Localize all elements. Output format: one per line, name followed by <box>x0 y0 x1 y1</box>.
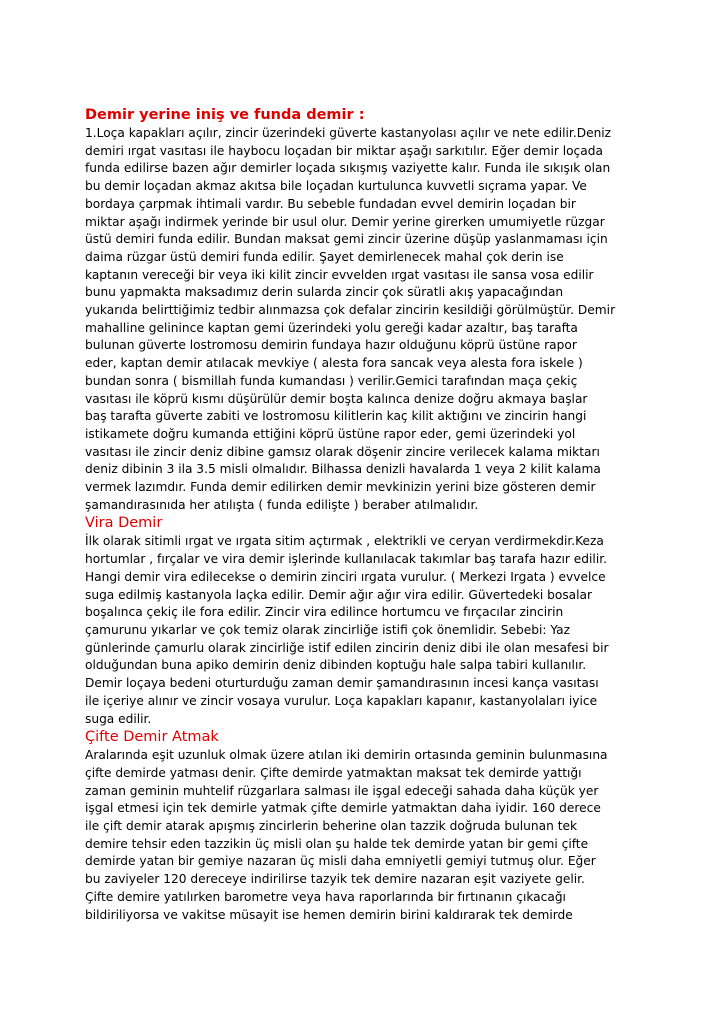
text-line: olduğundan buna apiko demirin deniz dibinden koptuğu hale salpa tabiri kullanılır. <box>85 658 587 673</box>
text-line: kaptanın vereceği bir veya iki kilit zincir evvelden ırgat vasıtası ile sansa vosa edilir <box>85 267 594 282</box>
text-line: Çifte demire yatılırken barometre veya hava raporlarında bir fırtınanın çıkacağı <box>85 889 566 904</box>
text-line: vasıtası ile zincir deniz dibine gamsız olarak döşenir zincire verilecek kalama miktarı <box>85 444 600 459</box>
text-line: bulunan güverte lostromosu demirin fundaya hazır olduğunu köprü üstüne rapor <box>85 338 577 353</box>
text-line: vasıtası ile köprü kısmı düşürülür demir boşta kalınca denize doğru akmaya başlar <box>85 391 588 406</box>
text-line: suga edilmiş kastanyola laçka edilir. Demir ağır ağır vira edilir. Güvertedeki bosalar <box>85 587 592 602</box>
section-heading: Demir yerine iniş ve funda demir : <box>85 107 365 123</box>
text-line: demirde yatan bir gemiye nazaran üç misli daha emniyetli gemiyi tutmuş olur. Eğer <box>85 854 596 869</box>
text-line: istikamete doğru kumanda ettiğini köprü üstüne rapor eder, gemi üzerindeki yol <box>85 426 576 441</box>
text-line: miktar aşağı indirmek yerinde bir usul olur. Demir yerine girerken umumiyetle rüzgar <box>85 214 605 229</box>
text-line: bildiriliyorsa ve vakitse müsayit ise hemen demirin birini kaldırarak tek demirde <box>85 907 573 922</box>
text-line: bordaya çarpmak ihtimali vardır. Bu sebeble fundadan evvel demirin loçadan bir <box>85 196 576 211</box>
text-line: deniz dibinin 3 ila 3.5 misli olmalıdır. Bilhassa denizli havalarda 1 veya 2 kilit kalama <box>85 462 601 477</box>
section-paragraph <box>85 125 631 514</box>
text-line: boşalınca çekiç ile fora edilir. Zincir vira edilince hortumcu ve fırçacılar zincirin <box>85 605 564 620</box>
text-line: işgal etmesi için tek demirle yatmak çifte demirle yatmaktan daha iyidir. 160 derece <box>85 801 601 816</box>
text-line: günlerinde çamurlu olarak zincirliğe istif edilen zincirin deniz dibi ile olan mesafesi bir <box>85 640 609 655</box>
text-line: Demir loçaya bedeni oturturduğu zaman demir şamandırasının incesi kança vasıtası <box>85 676 599 691</box>
section-paragraph <box>85 533 631 728</box>
section-cifte-demir <box>85 728 631 924</box>
text-line: mahalline gelinince kaptan gemi üzerindeki yolu gereği kadar azaltır, baş tarafta <box>85 320 578 335</box>
text-line: baş tarafta güverte zabiti ve lostromosu kilitlerin kaç kilit aktığını ve zincirin hangi <box>85 409 587 424</box>
text-line: Aralarında eşit uzunluk olmak üzere atılan iki demirin ortasında geminin bulunmasına <box>85 748 608 763</box>
text-line: suga edilir. <box>85 711 152 726</box>
text-line: eder, kaptan demir atılacak mevkiye ( alesta fora sancak veya alesta fora iskele ) <box>85 356 583 371</box>
text-line: yukarıda belirttiğimiz tedbir alınmazsa çok defalar zincirin kesildiği görülmüştür. Demir <box>85 303 616 318</box>
text-line: demiri ırgat vasıtası ile haybocu loçadan bir miktar aşağı sarkıtılır. Eğer demir loçada <box>85 143 603 158</box>
text-line: vermek lazımdır. Funda demir edilirken demir mevkinizin yerini bize gösteren demir <box>85 480 596 495</box>
document-page <box>85 106 631 924</box>
text-line: bunu yapmakta maksadımız derin sularda zincir çok süratli akış yapacağından <box>85 285 564 300</box>
text-line: İlk olarak sitimli ırgat ve ırgata sitim açtırmak , elektrikli ve ceryan verdirmekdir.Keza <box>85 534 604 549</box>
text-line: daima rüzgar üstü demiri funda edilir. Şayet demirlenecek mahal çok derin ise <box>85 249 564 264</box>
text-line: şamandırasınıda her atılışta ( funda edilişte ) beraber atılmalıdır. <box>85 497 479 512</box>
section-paragraph <box>85 747 631 924</box>
text-line: üstü demiri funda edilir. Bundan maksat gemi zincir üzerine düşüp yaslanmaması için <box>85 232 608 247</box>
text-line: bu zaviyeler 120 dereceye indirilirse tazyik tek demire nazaran eşit vaziyete gelir. <box>85 872 585 887</box>
text-line: çamurunu yıkarlar ve çok temiz olarak zincirliğe istifi çok önemlidir. Sebebi: Yaz <box>85 622 570 637</box>
section-heading: Vira Demir <box>85 515 163 532</box>
section-funda-demir <box>85 106 631 514</box>
text-line: bu demir loçadan akmaz akıtsa bile loçadan kurtulunca kuvvetli sıçrama yapar. Ve <box>85 179 587 194</box>
text-line: 1.Loça kapakları açılır, zincir üzerindeki güverte kastanyolası açılır ve nete edilir.Deniz <box>85 126 612 140</box>
text-line: çifte demirde yatması denir. Çifte demirde yatmaktan maksat tek demirde yattığı <box>85 765 582 780</box>
text-line: Hangi demir vira edilecekse o demirin zinciri ırgata vurulur. ( Merkezi Irgata ) evvelce <box>85 569 606 584</box>
text-line: bundan sonra ( bismillah funda kumandası ) verilir.Gemici tarafından maça çekiç <box>85 373 578 388</box>
text-line: hortumlar , fırçalar ve vira demir işlerinde kullanılacak takımlar baş tarafa hazır edilir. <box>85 552 607 567</box>
section-heading: Çifte Demir Atmak <box>85 729 219 746</box>
text-line: zaman geminin muhtelif rüzgarlara salması ile işgal edeceği sahada daha küçük yer <box>85 783 599 798</box>
section-vira-demir <box>85 514 631 728</box>
text-line: ile içeriye alınır ve zincir vosaya vurulur. Loça kapakları kapanır, kastanyolaları iyice <box>85 693 598 708</box>
text-line: ile çift demir atarak apışmış zincirlerin beherine olan tazzik doğruda bulunan tek <box>85 819 578 834</box>
text-line: demire tehsir eden tazzikin üç misli olan şu halde tek demirde yatan bir gemi çifte <box>85 836 589 851</box>
text-line: funda edilirse bazen ağır demirler loçada sıkışmış vaziyette kalır. Funda ile sıkışık olan <box>85 161 611 176</box>
